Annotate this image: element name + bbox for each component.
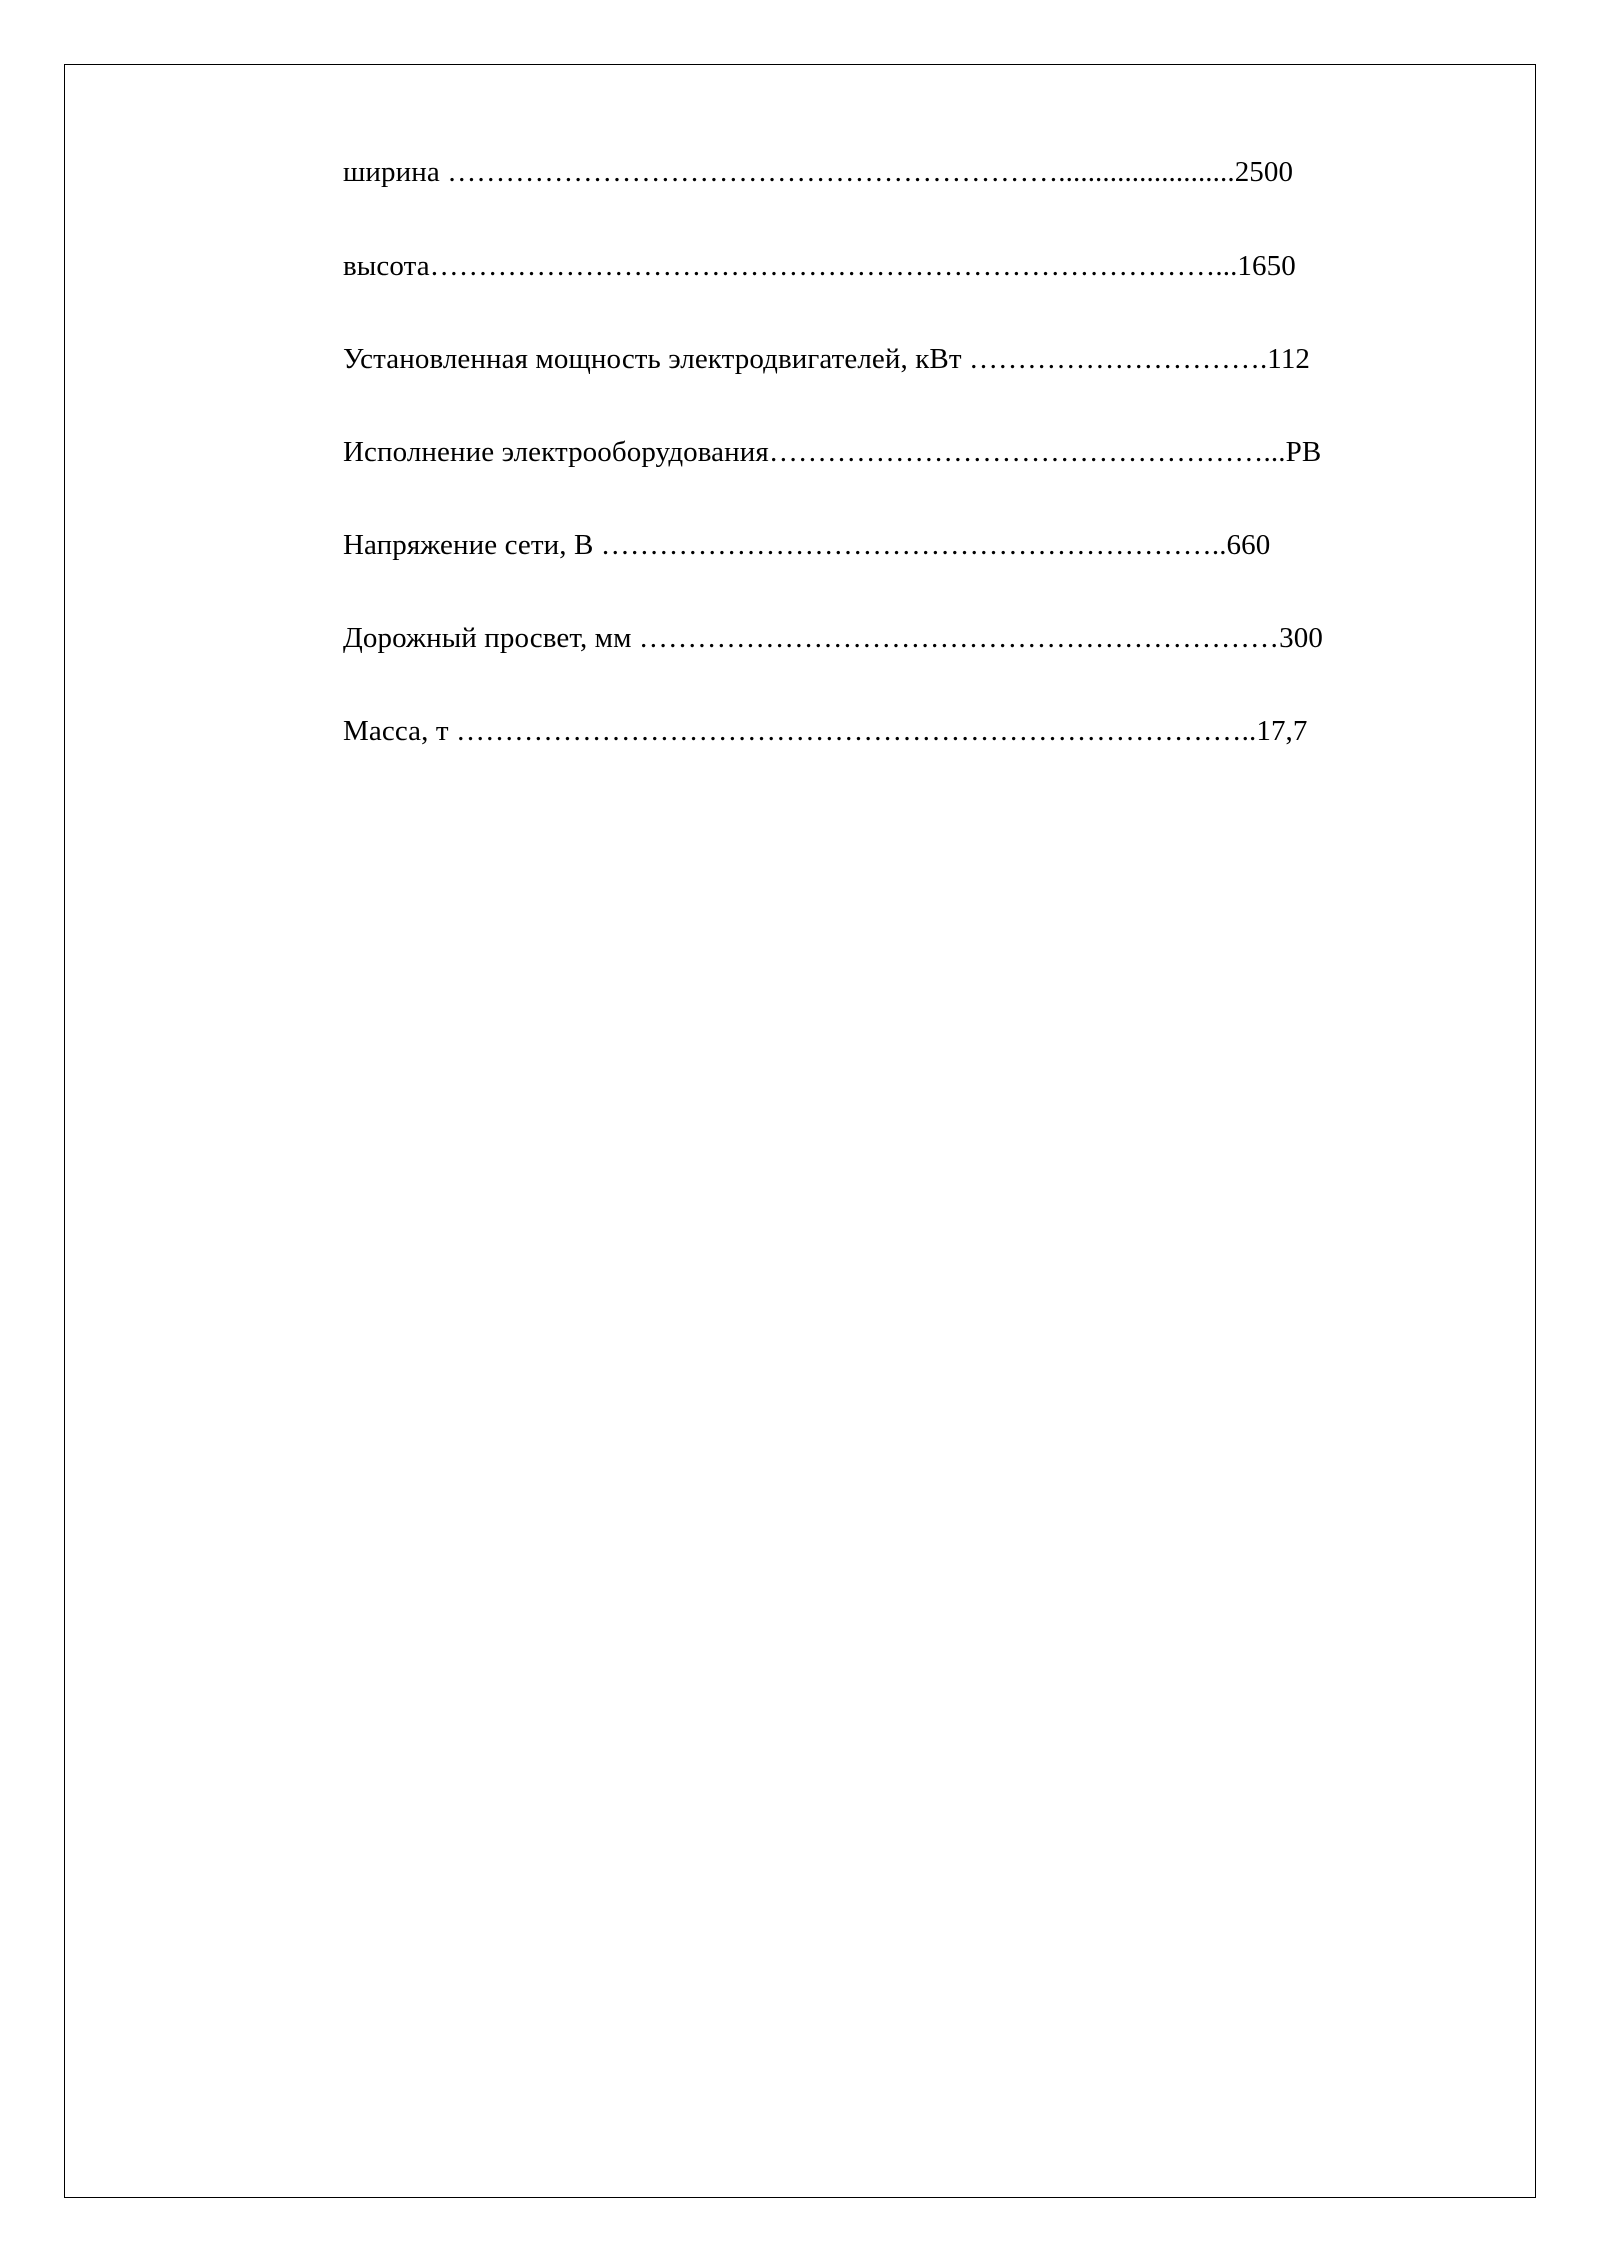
spec-line-power: Установленная мощность электродвигателей, кВт ………………………….112	[343, 343, 1311, 375]
spec-line-height: высота………………………………………………………………………...1650	[343, 250, 1296, 282]
spec-line-clearance: Дорожный просвет, мм …………………………………………………………300	[343, 622, 1323, 654]
page-border	[64, 64, 1536, 2198]
spec-line-width: ширина ………………………………………………………........................2500	[343, 156, 1294, 188]
spec-line-equipment: Исполнение электрооборудования……………………………………………...РВ	[343, 436, 1322, 468]
spec-line-voltage: Напряжение сети, В ………………………………………………………..660	[343, 529, 1271, 561]
spec-line-mass: Масса, т ………………………………………………………………………..17,7	[343, 715, 1308, 747]
